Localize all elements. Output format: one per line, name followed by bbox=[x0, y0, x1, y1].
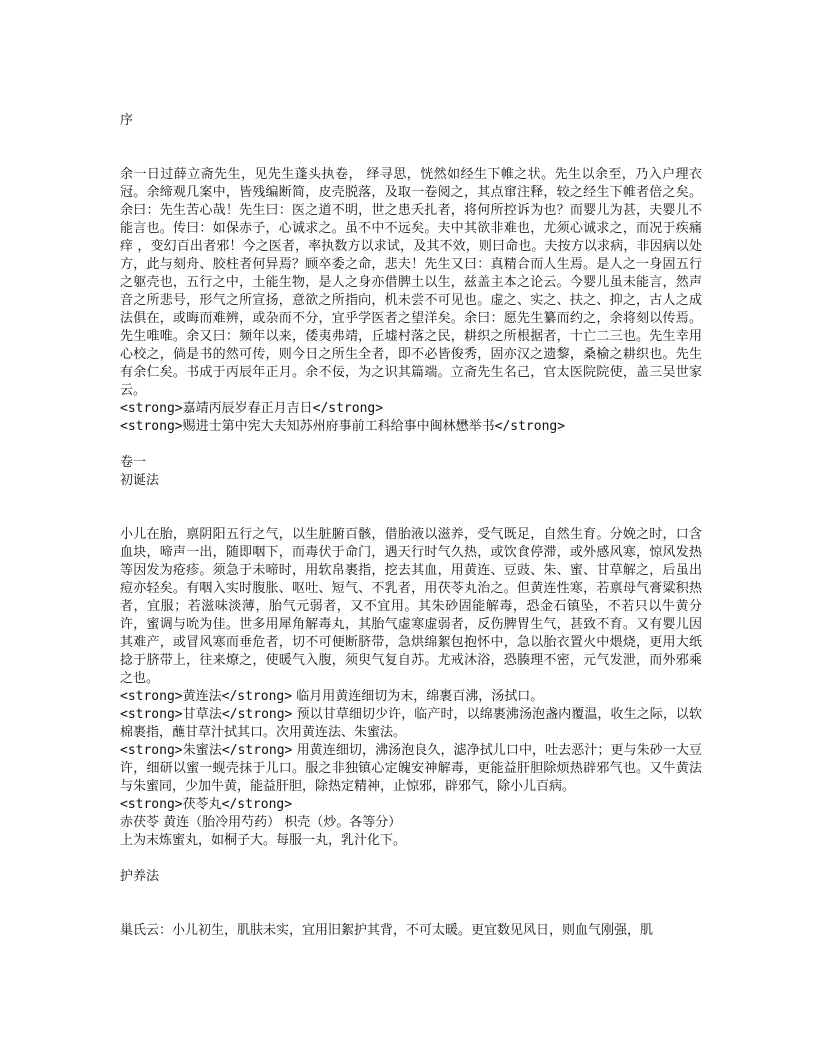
recipe-zhumi bbox=[120, 742, 702, 796]
recipe-huanglian bbox=[120, 688, 702, 706]
recipe-gancao-text: 预以甘草细切少许，临产时，以绵裹沸汤泡盏内覆温，收生之际，以软棉裹指，蘸甘草汁拭其口。次用黄连法、朱蜜法。 bbox=[120, 707, 702, 740]
recipe-gancao bbox=[120, 706, 702, 742]
section-title-huyang: 护养法 bbox=[120, 869, 160, 884]
recipe-fuling-method: 上为末炼蜜丸，如桐子大。每服一丸，乳汁化下。 bbox=[120, 833, 407, 848]
recipe-fuling-ingredients: 赤茯苓 黄连（胎冷用芍药） 枳壳（炒。各等分） bbox=[120, 815, 402, 830]
recipe-gancao-head: <strong>甘草法</strong> bbox=[120, 707, 293, 722]
recipe-zhumi-head: <strong>朱蜜法</strong> bbox=[120, 743, 293, 758]
preface-author-line: <strong>赐进士第中宪大夫知苏州府事前工科给事中闽林懋举书</strong> bbox=[120, 419, 566, 434]
volume-title: 卷一 bbox=[120, 455, 147, 470]
recipe-fuling-head: <strong>茯苓丸</strong> bbox=[120, 797, 293, 812]
section-huyang-body: 巢氏云：小儿初生，肌肤未实，宜用旧絮护其背，不可太暖。更宜数见风日，则血气刚强，肌 bbox=[120, 923, 654, 938]
section-chudan-body: 小儿在胎，禀阴阳五行之气，以生脏腑百骸，借胎液以滋养，受气既足，自然生育。分娩之时，口含血块，啼声一出，随即咽下，而毒伏于命门，遇天行时气久热，或饮食停滞，或外感风寒，惊风发热等因发为疮疹。须急于未啼时，用软帛裹指，挖去其血，用黄连、豆豉、朱、蜜、甘草解之，后虽出痘亦轻矣。有咽入实时腹胀、呕吐、短气、不乳者，用茯苓丸治之。但黄连性寒，若禀母气膏粱积热者，宜服；若滋味淡薄，胎气元弱者，又不宜用。其朱砂固能解毒，恐金石镇坠，不若只以牛黄分许，蜜调与吮为佳。世多用犀角解毒丸，其胎气虚寒虚弱者，反伤脾胃生气，甚致不育。又有婴儿因其难产，或冒风寒而垂危者，切不可便断脐带，急烘绵絮包抱怀中，急以胎衣置火中煨烧，更用大纸捻于脐带上，往来燎之，使暖气入腹，须臾气复自苏。尤戒沐浴，恐腠理不密，元气发泄，而外邪乘之也。 bbox=[120, 527, 702, 686]
recipe-zhumi-text: 用黄连细切，沸汤泡良久，滤净拭儿口中，吐去恶汁；更与朱砂一大豆许，细研以蜜一蚬壳抹于儿口。服之非独镇心定魄安神解毒，更能益肝胆除烦热辟邪气也。又牛黄法与朱蜜同，少加牛黄，能益肝胆，除热定精神，止惊邪，辟邪气，除小儿百病。 bbox=[120, 743, 702, 794]
preface-body: 余一日过薛立斋先生，见先生蓬头执卷， 绎寻思，恍然如经生下帷之状。先生以余至，乃入户理衣冠。余缔观几案中，皆残编断简，皮壳脱落，及取一卷阅之，其点窜注释，较之经生下帷者倍之矣。余曰：先生苦心哉！先生曰：医之道不明，世之患夭扎者，将何所控诉为也？而婴儿为甚，夫婴儿不能言也。传曰：如保赤子，心诚求之。虽不中不远矣。夫中其欲非难也，尤须心诚求之，而况于疾痛痒 ，变幻百出者邪！今之医者，率执数方以求试，及其不效，则曰命也。夫按方以求病，非因病以处方，此与刻舟、胶柱者何异焉？顾卒委之命，悲夫！先生又曰：真精合而人生焉。是人之一身固五行之躯壳也，五行之中，土能生物，是人之身亦借脾土以生，兹盖主本之论云。今婴儿虽未能言，然声音之所悲号，形气之所宣扬，意欲之所指向，机未尝不可见也。虚之、实之、扶之、抑之，古人之成法俱在，或晦而难辨，或杂而不分，宜乎学医者之望洋矣。余曰：愿先生纂而约之，余将刻以传焉。先生唯唯。余又曰：频年以来，倭夷弗靖，丘墟村落之民，耕织之所根据者，十亡二三也。先生幸用心校之，倘是书的然可传，则今日之所生全者，即不必皆俊秀，固亦汉之遗黎，桑榆之耕织也。先生有余仁矣。书成于丙辰年正月。余不佞，为之识其篇端。立斋先生名己，官太医院院使，盖三吴世家云。 bbox=[120, 167, 702, 398]
document-page bbox=[120, 112, 702, 940]
recipe-huanglian-text: 临月用黄连细切为末，绵裹百沸，汤拭口。 bbox=[292, 689, 544, 704]
section-title-chudan: 初诞法 bbox=[120, 473, 160, 488]
preface-title: 序 bbox=[120, 113, 134, 128]
recipe-huanglian-head: <strong>黄连法</strong> bbox=[120, 689, 293, 704]
preface-date-line: <strong>嘉靖丙辰岁春正月吉日</strong> bbox=[120, 401, 384, 416]
